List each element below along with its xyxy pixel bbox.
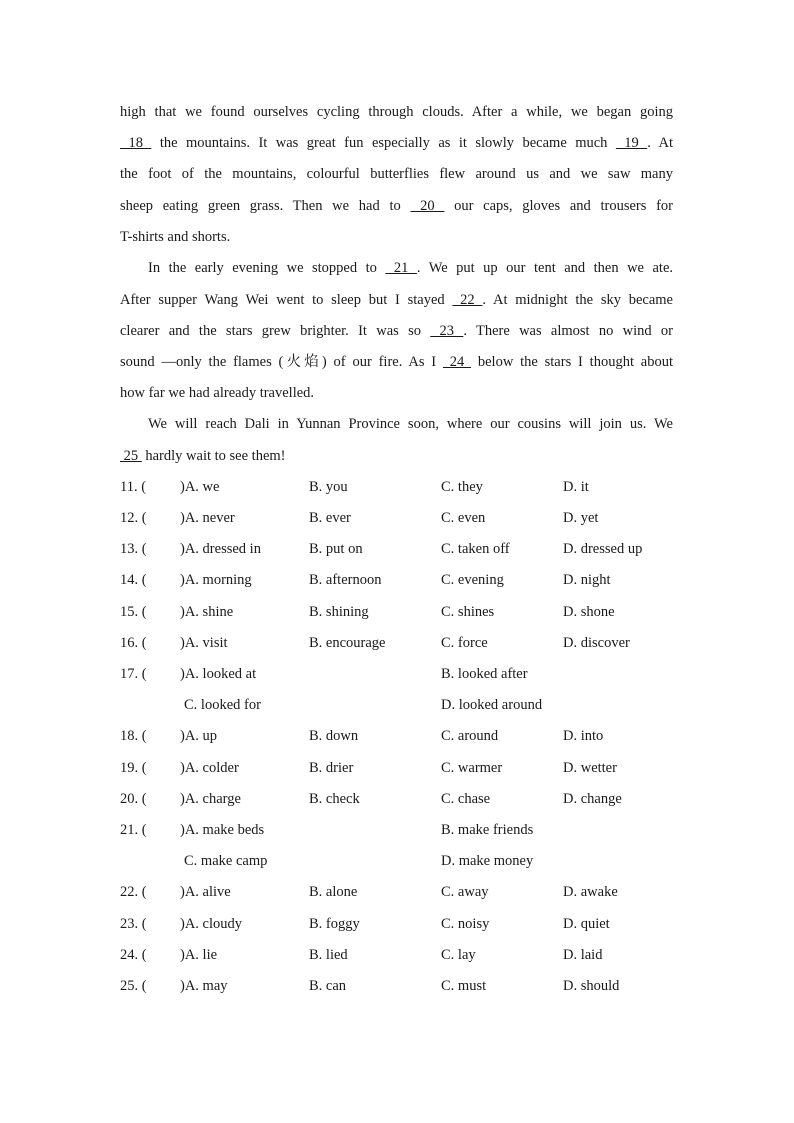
question-13: 13. ( )A. dressed in B. put on C. taken off D. dressed up — [120, 541, 643, 557]
blank-22: 22 — [452, 292, 483, 308]
question-16: 16. ( )A. visit B. encourage C. force D. discover — [120, 635, 630, 651]
question-21-cont: C. make camp D. make money — [184, 853, 534, 869]
blank-23: 23 — [430, 323, 464, 339]
passage-line: After supper Wang Wei went to sleep but I stayed 22 . At midnight the sky became — [120, 292, 673, 308]
blank-21: 21 — [385, 260, 417, 276]
passage-line: sheep eating green grass. Then we had to 20 our caps, gloves and trousers for — [120, 198, 674, 214]
passage-line: the foot of the mountains, colourful butterflies flew around us and we saw many — [120, 166, 673, 182]
passage-line: sound —only the flames (火焰) of our fire. As I 24 below the stars I thought about — [120, 354, 673, 370]
passage-line: 25 hardly wait to see them! — [120, 448, 286, 464]
blank-24: 24 — [442, 354, 472, 370]
question-25: 25. ( )A. may B. can C. must D. should — [120, 978, 620, 994]
question-15: 15. ( )A. shine B. shining C. shines D. shone — [120, 604, 615, 620]
question-22: 22. ( )A. alive B. alone C. away D. awake — [120, 884, 618, 900]
blank-20: 20 — [410, 198, 445, 214]
question-11: 11. ( )A. we B. you C. they D. it — [120, 479, 589, 495]
question-19: 19. ( )A. colder B. drier C. warmer D. wetter — [120, 760, 617, 776]
question-21: 21. ( )A. make beds B. make friends — [120, 822, 534, 838]
blank-18: 18 — [120, 135, 152, 151]
question-18: 18. ( )A. up B. down C. around D. into — [120, 728, 604, 744]
passage-line: We will reach Dali in Yunnan Province soon, where our cousins will join us. We — [148, 416, 673, 432]
question-24: 24. ( )A. lie B. lied C. lay D. laid — [120, 947, 603, 963]
blank-19: 19 — [615, 135, 648, 151]
passage-line: In the early evening we stopped to 21 . We put up our tent and then we ate. — [148, 260, 673, 276]
question-20: 20. ( )A. charge B. check C. chase D. change — [120, 791, 622, 807]
question-14: 14. ( )A. morning B. afternoon C. evening D. night — [120, 572, 611, 588]
question-23: 23. ( )A. cloudy B. foggy C. noisy D. quiet — [120, 916, 610, 932]
passage-line: clearer and the stars grew brighter. It was so 23 . There was almost no wind or — [120, 323, 674, 339]
blank-25: 25 — [120, 448, 142, 464]
question-17: 17. ( )A. looked at B. looked after — [120, 666, 528, 682]
passage-line: high that we found ourselves cycling through clouds. After a while, we began going — [120, 104, 673, 120]
question-12: 12. ( )A. never B. ever C. even D. yet — [120, 510, 599, 526]
question-17-cont: C. looked for D. looked around — [184, 697, 543, 713]
passage-line: how far we had already travelled. — [120, 385, 315, 401]
passage-line: 18 the mountains. It was great fun especially as it slowly became much 19 . At — [120, 135, 674, 151]
passage-line: T-shirts and shorts. — [120, 229, 231, 245]
